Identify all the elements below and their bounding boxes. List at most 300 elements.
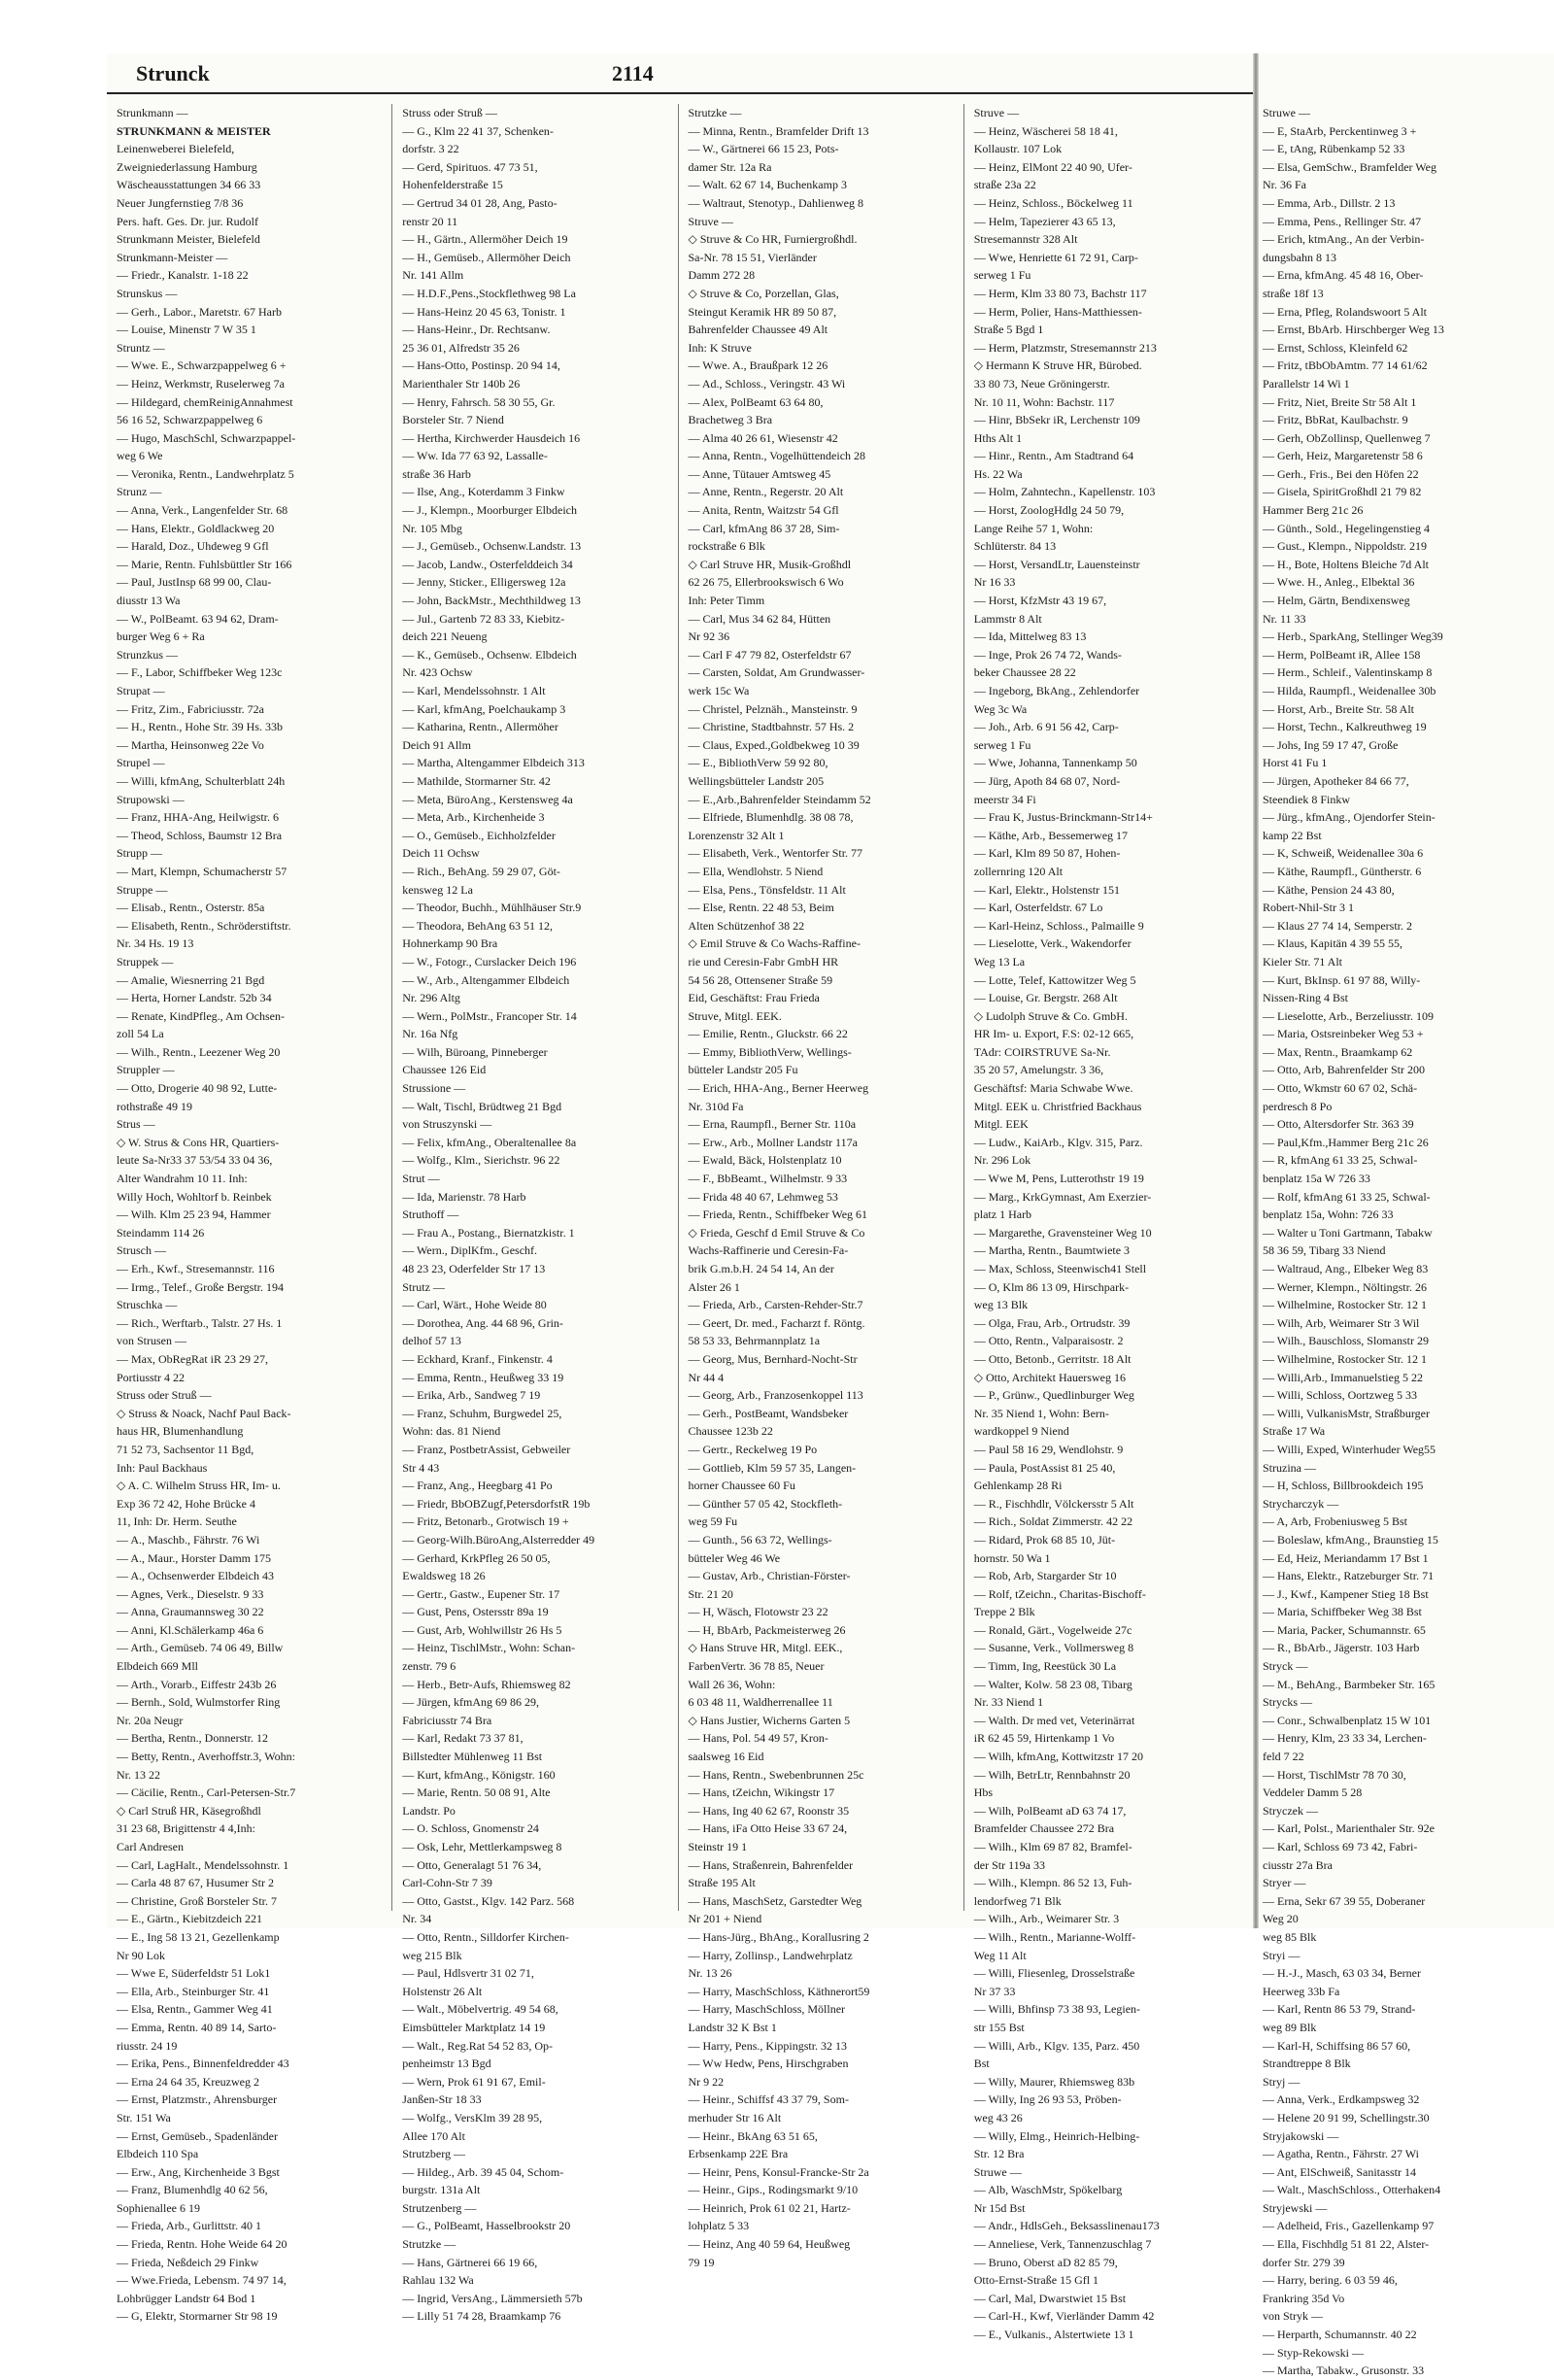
directory-entry: — Anna, Graumannsweg 30 22 <box>117 1605 264 1619</box>
directory-entry: — Holm, Zahntechn., Kapellenstr. 103 <box>973 485 1156 499</box>
directory-entry: — Elsa, Pens., Tönsfeldstr. 11 Alt <box>688 882 846 897</box>
directory-entry: Lohbrügger Landstr 64 Bod 1 <box>117 2291 256 2305</box>
directory-entry: Strupat — <box>117 684 165 697</box>
directory-entry: — Harry, MaschSchloss, Möllner <box>688 2002 846 2017</box>
directory-entry: — H.D.F.,Pens.,Stockflethweg 98 La <box>402 286 576 300</box>
directory-entry: Str. 151 Wa <box>117 2110 171 2125</box>
directory-entry: Neuer Jungfernstieg 7/8 36 <box>117 195 244 210</box>
directory-entry: Strunkmann — <box>117 106 188 119</box>
directory-entry: Ewaldsweg 18 26 <box>402 1569 486 1583</box>
directory-entry: — Wilh. Klm 25 23 94, Hammer <box>117 1207 271 1222</box>
directory-entry: — Emma, Rentn., Heußweg 33 19 <box>402 1370 564 1384</box>
directory-entry: 31 23 68, Brigittenstr 4 4,Inh: <box>117 1821 255 1836</box>
directory-entry: — Gertrud 34 01 28, Ang, Pasto- <box>402 195 557 210</box>
directory-entry: — W., Gärtnerei 66 15 23, Pots- <box>688 142 839 156</box>
directory-entry: brik G.m.b.H. 24 54 14, An der <box>688 1262 834 1275</box>
directory-entry: — Theodor, Buchh., Mühlhäuser Str.9 <box>402 901 582 915</box>
directory-entry: — Ed, Heiz, Meriandamm 17 Bst 1 <box>1263 1550 1429 1565</box>
directory-entry: — Carl, Wärt., Hohe Weide 80 <box>402 1298 547 1312</box>
directory-entry: Strunkmann-Meister — <box>117 250 228 264</box>
directory-entry: Kieler Str. 71 Alt <box>1263 954 1342 969</box>
directory-entry: Struss oder Struß — <box>402 106 497 119</box>
directory-entry: — Georg, Arb., Franzosenkoppel 113 <box>688 1388 863 1403</box>
directory-entry: — Ernst, Platzmstr., Ahrensburger <box>117 2092 278 2107</box>
directory-entry: — Elisabeth, Verk., Wentorfer Str. 77 <box>688 846 863 861</box>
directory-entry: — Helm, Tapezierer 43 65 13, <box>973 214 1116 228</box>
directory-entry: — Jacob, Landw., Osterfelddeich 34 <box>402 557 573 571</box>
directory-entry: Weg 13 La <box>973 954 1026 969</box>
directory-entry: — H, BbArb, Packmeisterweg 26 <box>688 1622 846 1637</box>
directory-entry: Landstr 32 K Bst 1 <box>688 2020 777 2034</box>
directory-entry: — P., Grünw., Quedlinburger Weg <box>973 1388 1134 1403</box>
directory-entry: — Hans, Elektr., Ratzeburger Str. 71 <box>1263 1569 1435 1583</box>
directory-entry: — Ella, Arb., Steinburger Str. 41 <box>117 1984 270 1998</box>
directory-entry: Nr. 36 Fa <box>1263 178 1306 192</box>
directory-entry: kamp 22 Bst <box>1263 828 1322 842</box>
directory-entry: Stresemannstr 328 Alt <box>973 232 1078 247</box>
directory-entry: — Agatha, Rentn., Fährstr. 27 Wi <box>1263 2147 1419 2161</box>
directory-entry: — Gustav, Arb., Christian-Förster- <box>688 1569 851 1583</box>
directory-entry: Sa-Nr. 78 15 51, Vierländer <box>688 250 817 264</box>
directory-entry: — Ronald, Gärt., Vogelweide 27c <box>973 1622 1132 1637</box>
directory-entry: — Eckhard, Kranf., Finkenstr. 4 <box>402 1351 553 1366</box>
directory-entry: Struve — <box>973 106 1020 119</box>
directory-entry: ◇ A. C. Wilhelm Struss HR, Im- u. <box>117 1479 281 1493</box>
directory-entry: Allee 170 Alt <box>402 2128 465 2143</box>
directory-entry: Mitgl. EEK <box>973 1117 1029 1132</box>
directory-entry: Damm 272 28 <box>688 268 756 283</box>
directory-entry: — Otto, Rentn., Silldorfer Kirchen- <box>402 1929 569 1944</box>
directory-entry: von Struszynski — <box>402 1117 492 1132</box>
directory-entry: — Claus, Exped.,Goldbekweg 10 39 <box>688 737 860 752</box>
directory-entry: — Maria, Schiffbeker Weg 38 Bst <box>1263 1605 1422 1619</box>
directory-entry: weg 59 Fu <box>688 1514 738 1529</box>
directory-entry: — Karl, Elektr., Holstenstr 151 <box>973 882 1121 897</box>
directory-entry: — Harald, Doz., Uhdeweg 9 Gfl <box>117 539 269 554</box>
directory-entry: 58 36 59, Tibarg 33 Niend <box>1263 1243 1386 1258</box>
directory-entry: Hammer Berg 21c 26 <box>1263 503 1364 518</box>
directory-entry: Bramfelder Chaussee 272 Bra <box>973 1821 1115 1836</box>
directory-entry: — A., Ochsenwerder Elbdeich 43 <box>117 1569 274 1583</box>
directory-entry: Wäscheausstattungen 34 66 33 <box>117 178 261 192</box>
directory-entry: — Mart, Klempn, Schumacherstr 57 <box>117 864 287 878</box>
directory-entry: merhuder Str 16 Alt <box>688 2110 782 2125</box>
directory-entry: — Georg-Wilh.BüroAng,Alsterredder 49 <box>402 1532 595 1547</box>
directory-entry: Willy Hoch, Wohltorf b. Reinbek <box>117 1189 272 1204</box>
directory-entry: serweg 1 Fu <box>973 737 1031 752</box>
directory-entry: — K, Schweiß, Weidenallee 30a 6 <box>1263 846 1424 861</box>
directory-entry: — Wern, Prok 61 91 67, Emil- <box>402 2074 546 2089</box>
directory-entry: 25 36 01, Alfredstr 35 26 <box>402 340 520 355</box>
directory-entry: ◇ Emil Struve & Co Wachs-Raffine- <box>688 936 861 951</box>
directory-entry: — Gunth., 56 63 72, Wellings- <box>688 1532 832 1547</box>
directory-entry: burgstr. 131a Alt <box>402 2183 481 2197</box>
directory-entry: — Anne, Tütauer Amtsweg 45 <box>688 466 831 481</box>
directory-entry: Marienthaler Str 140b 26 <box>402 376 521 391</box>
directory-entry: — Karl, Redakt 73 37 81, <box>402 1731 524 1746</box>
directory-entry: Str. 21 20 <box>688 1586 733 1601</box>
directory-entry: — Max, Schloss, Steenwisch41 Stell <box>973 1262 1147 1275</box>
directory-entry: Chaussee 126 Eid <box>402 1063 487 1077</box>
directory-entry: — Emma, Rentn. 40 89 14, Sarto- <box>117 2020 277 2034</box>
directory-entry: — Hans, Elektr., Goldlackweg 20 <box>117 521 275 535</box>
directory-entry: — Theodora, BehAng 63 51 12, <box>402 918 554 933</box>
directory-entry: — Hinr., Rentn., Am Stadtrand 64 <box>973 449 1134 463</box>
directory-entry: Eid, Geschäftst: Frau Frieda <box>688 991 820 1005</box>
directory-entry: Carl-Cohn-Str 7 39 <box>402 1876 492 1890</box>
directory-entry: — Wilh., Bauschloss, Slomanstr 29 <box>1263 1334 1429 1348</box>
directory-entry: — Karl-Heinz, Schloss., Palmaille 9 <box>973 918 1144 933</box>
directory-entry: — Hans, Straßenrein, Bahrenfelder <box>688 1857 854 1872</box>
directory-entry: str 155 Bst <box>973 2020 1025 2034</box>
directory-entry: — Ella, Fischhdlg 51 81 22, Alster- <box>1263 2237 1430 2252</box>
directory-entry: — Herb., SparkAng, Stellinger Weg39 <box>1263 629 1443 644</box>
directory-entry: — Geert, Dr. med., Facharzt f. Röntg. <box>688 1315 865 1330</box>
directory-entry: — Ingeborg, BkAng., Zehlendorfer <box>973 684 1140 697</box>
directory-entry: Nr. 310d Fa <box>688 1099 744 1113</box>
directory-entry: — Hans, Rentn., Swebenbrunnen 25c <box>688 1767 864 1782</box>
directory-entry: Nr. 296 Lok <box>973 1153 1031 1168</box>
directory-entry: — Willi, Exped, Winterhuder Weg55 <box>1263 1442 1436 1456</box>
directory-entry: Stryjakowski — <box>1263 2128 1339 2143</box>
directory-entry: Steindamm 114 26 <box>117 1225 205 1240</box>
directory-entry: — Christine, Stadtbahnstr. 57 Hs. 2 <box>688 720 855 734</box>
directory-entry: dungsbahn 8 13 <box>1263 250 1336 264</box>
directory-entry: iR 62 45 59, Hirtenkamp 1 Vo <box>973 1731 1115 1746</box>
page-header <box>107 53 1253 94</box>
directory-entry: — Christel, Pelznäh., Mansteinstr. 9 <box>688 701 858 716</box>
directory-entry: Erbsenkamp 22E Bra <box>688 2147 789 2161</box>
directory-entry: — Carl, kfmAng 86 37 28, Sim- <box>688 521 840 535</box>
directory-entry: Holstenstr 26 Alt <box>402 1984 483 1998</box>
directory-entry: — Horst, ZoologHdlg 24 50 79, <box>973 503 1125 518</box>
directory-entry: beker Chaussee 28 22 <box>973 665 1076 680</box>
directory-entry: Stryj — <box>1263 2074 1301 2089</box>
directory-entry: — Martha, Altengammer Elbdeich 313 <box>402 756 585 770</box>
directory-entry: — Hans-Jürg., BhAng., Korallusring 2 <box>688 1929 869 1944</box>
directory-entry: — Hans-Heinz 20 45 63, Tonistr. 1 <box>402 304 566 319</box>
directory-entry: — Erika, Arb., Sandweg 7 19 <box>402 1388 541 1403</box>
directory-entry: Borsteler Str. 7 Niend <box>402 413 504 427</box>
directory-entry: — Bertha, Rentn., Donnerstr. 12 <box>117 1731 268 1746</box>
directory-entry: Frankring 35d Vo <box>1263 2291 1345 2305</box>
directory-entry: 62 26 75, Ellerbrookswisch 6 Wo <box>688 575 844 590</box>
directory-entry: — Horst, Techn., Kalkreuthweg 19 <box>1263 720 1427 734</box>
directory-entry: Str 4 43 <box>402 1460 440 1475</box>
directory-entry: — E.,Arb.,Bahrenfelder Steindamm 52 <box>688 792 871 806</box>
directory-entry: Strus — <box>117 1117 155 1132</box>
directory-entry: weg 13 Blk <box>973 1298 1029 1312</box>
directory-entry: — Frieda, Arb., Gurlittstr. 40 1 <box>117 2219 261 2233</box>
directory-entry: straße 18f 13 <box>1263 286 1324 300</box>
directory-entry: — Emmy, BibliothVerw, Wellings- <box>688 1044 852 1059</box>
directory-entry: — Willy, Maurer, Rhiemsweg 83b <box>973 2074 1135 2089</box>
directory-entry: — Theod, Schloss, Baumstr 12 Bra <box>117 828 283 842</box>
directory-entry: — H., Gärtn., Allermöher Deich 19 <box>402 232 568 247</box>
directory-entry: Hohenfelderstraße 15 <box>402 178 503 192</box>
directory-entry: — Wwe. A., Braußpark 12 26 <box>688 358 828 373</box>
directory-entry: — Gisela, SpiritGroßhdl 21 79 82 <box>1263 485 1422 499</box>
directory-entry: Geschäftsf: Maria Schwabe Wwe. <box>973 1081 1133 1096</box>
directory-entry: — Wilh., Klm 69 87 82, Bramfel- <box>973 1840 1132 1853</box>
directory-entry: — Gottlieb, Klm 59 57 35, Langen- <box>688 1460 857 1475</box>
directory-entry: — Wwe M, Pens, Lutterothstr 19 19 <box>973 1172 1144 1186</box>
directory-entry: — Jürgen, Apotheker 84 66 77, <box>1263 773 1409 788</box>
directory-entry: — Kurt, kfmAng., Königstr. 160 <box>402 1767 556 1782</box>
directory-entry: delhof 57 13 <box>402 1334 461 1348</box>
directory-entry: Strunkmann Meister, Bielefeld <box>117 232 260 247</box>
directory-entry: Leinenweberei Bielefeld, <box>117 142 235 156</box>
directory-entry: — Gerhard, KrkPfleg 26 50 05, <box>402 1550 551 1565</box>
directory-entry: — J., Gemüseb., Ochsenw.Landstr. 13 <box>402 539 582 554</box>
directory-entry: Billstedter Mühlenweg 11 Bst <box>402 1750 543 1764</box>
directory-entry: — Karl, Osterfeldstr. 67 Lo <box>973 901 1103 915</box>
directory-entry: — Otto, Gastst., Klgv. 142 Parz. 568 <box>402 1893 575 1908</box>
directory-entry: — Kurt, BkInsp. 61 97 88, Willy- <box>1263 972 1421 987</box>
directory-entry: — Ida, Mittelweg 83 13 <box>973 629 1087 644</box>
directory-entry: bütteler Weg 46 We <box>688 1550 781 1565</box>
directory-entry: — G., PolBeamt, Hasselbrookstr 20 <box>402 2219 571 2233</box>
directory-entry: Lorenzenstr 32 Alt 1 <box>688 828 785 842</box>
directory-entry: — Klaus, Kapitän 4 39 55 55, <box>1263 936 1402 951</box>
directory-entry: 58 53 33, Behrmannplatz 1a <box>688 1334 821 1348</box>
directory-entry: — Wilhelmine, Rostocker Str. 12 1 <box>1263 1298 1427 1312</box>
directory-entry: Strycks — <box>1263 1695 1312 1710</box>
directory-entry: — R., BbArb., Jägerstr. 103 Harb <box>1263 1641 1420 1655</box>
directory-entry: benplatz 15a W 726 33 <box>1263 1172 1370 1186</box>
directory-entry: serweg 1 Fu <box>973 268 1031 283</box>
directory-entry: — Ernst, Schloss, Kleinfeld 62 <box>1263 340 1408 355</box>
directory-entry: — Wilh, BetrLtr, Rennbahnstr 20 <box>973 1767 1131 1782</box>
directory-entry: — Käthe, Raumpfl., Güntherstr. 6 <box>1263 864 1422 878</box>
directory-entry: Struthoff — <box>402 1207 459 1222</box>
directory-entry: Nissen-Ring 4 Bst <box>1263 991 1349 1005</box>
directory-entry: — Horst, TischlMstr 78 70 30, <box>1263 1767 1406 1782</box>
directory-entry: — Gerh., Labor., Maretstr. 67 Harb <box>117 304 282 319</box>
directory-entry: Struppek — <box>117 954 174 969</box>
directory-entry: — H., Bote, Holtens Bleiche 7d Alt <box>1263 557 1429 571</box>
directory-column-2 <box>402 104 678 2324</box>
directory-entry: — Arth., Vorarb., Eiffestr 243b 26 <box>117 1677 277 1691</box>
directory-entry: Nr. 34 Hs. 19 13 <box>117 936 194 951</box>
directory-entry: — Otto, Betonb., Gerritstr. 18 Alt <box>973 1351 1132 1366</box>
directory-entry: Wall 26 36, Wohn: <box>688 1677 776 1691</box>
directory-entry: — Alma 40 26 61, Wiesenstr 42 <box>688 430 838 445</box>
directory-entry: — Minna, Rentn., Bramfelder Drift 13 <box>688 123 869 138</box>
directory-entry: — Joh., Arb. 6 91 56 42, Carp- <box>973 720 1119 734</box>
directory-entry: Struwe — <box>1263 106 1310 119</box>
directory-entry: — Erika, Pens., Binnenfeldredder 43 <box>117 2057 289 2071</box>
directory-entry: — Hans, MaschSetz, Garstedter Weg <box>688 1893 862 1908</box>
directory-entry: — Herta, Horner Landstr. 52b 34 <box>117 991 272 1005</box>
directory-entry: — Hans, Pol. 54 49 57, Kron- <box>688 1731 828 1746</box>
directory-entry: — Friedr, BbOBZugf,PetersdorfstR 19b <box>402 1496 591 1511</box>
directory-entry: Janßen-Str 18 33 <box>402 2092 482 2107</box>
directory-entry: 48 23 23, Oderfelder Str 17 13 <box>402 1262 546 1275</box>
directory-entry: — K., Gemüseb., Ochsenw. Elbdeich <box>402 647 577 662</box>
directory-entry: Pers. haft. Ges. Dr. jur. Rudolf <box>117 214 258 228</box>
directory-entry: zollernring 120 Alt <box>973 864 1064 878</box>
directory-entry: — O, Klm 86 13 09, Hirschpark- <box>973 1279 1130 1294</box>
directory-entry: 6 03 48 11, Waldherrenallee 11 <box>688 1695 833 1710</box>
directory-entry: — Werner, Klempn., Nöltingstr. 26 <box>1263 1279 1427 1294</box>
directory-entry: — Fritz, Betonarb., Grotwisch 19 + <box>402 1514 569 1529</box>
directory-entry: — Marg., KrkGymnast, Am Exerzier- <box>973 1189 1152 1204</box>
directory-entry: — Wwe, Johanna, Tannenkamp 50 <box>973 756 1137 770</box>
directory-entry: — Karl, Rentn 86 53 79, Strand- <box>1263 2002 1416 2017</box>
directory-entry: — Mathilde, Stormarner Str. 42 <box>402 773 551 788</box>
directory-entry: — Carl, LagHalt., Mendelssohnstr. 1 <box>117 1857 289 1872</box>
directory-entry: — Anna, Rentn., Vogelhüttendeich 28 <box>688 449 866 463</box>
directory-entry: weg 43 26 <box>973 2110 1023 2125</box>
directory-entry: feld 7 22 <box>1263 1750 1304 1764</box>
directory-entry: — Erich, HHA-Ang., Berner Heerweg <box>688 1081 869 1096</box>
directory-entry: Nr 92 36 <box>688 629 730 644</box>
directory-entry: — Hans, tZeichn, Wikingstr 17 <box>688 1785 835 1800</box>
directory-entry: — Walt., Reg.Rat 54 52 83, Op- <box>402 2038 554 2053</box>
directory-entry: — E, StaArb, Perckentinweg 3 + <box>1263 123 1417 138</box>
directory-entry: — Karl, Polst., Marienthaler Str. 92e <box>1263 1821 1435 1836</box>
directory-entry: — Waltraut, Stenotyp., Dahlienweg 8 <box>688 195 863 210</box>
directory-entry: — Adelheid, Fris., Gazellenkamp 97 <box>1263 2219 1435 2233</box>
directory-column-4 <box>973 104 1249 2342</box>
directory-entry: Strutz — <box>402 1279 445 1294</box>
directory-entry: — H, Schloss, Billbrookdeich 195 <box>1263 1479 1424 1493</box>
directory-entry: — Herm, Platzmstr, Stresemannstr 213 <box>973 340 1157 355</box>
directory-entry: bütteler Landstr 205 Fu <box>688 1063 798 1077</box>
directory-entry: 33 80 73, Neue Gröningerstr. <box>973 376 1110 391</box>
directory-entry: perdresch 8 Po <box>1263 1099 1333 1113</box>
directory-entry: — Klaus 27 74 14, Semperstr. 2 <box>1263 918 1412 933</box>
directory-entry: — Herm, Polier, Hans-Matthiessen- <box>973 304 1142 319</box>
directory-entry: — G, Elektr, Stormarner Str 98 19 <box>117 2309 278 2324</box>
directory-entry: — Paul, JustInsp 68 99 00, Clau- <box>117 575 272 590</box>
directory-entry: — Hertha, Kirchwerder Hausdeich 16 <box>402 430 581 445</box>
directory-entry: — Willy, Ing 26 93 53, Pröben- <box>973 2092 1122 2107</box>
directory-entry: — Harry, MaschSchloss, Käthnerort59 <box>688 1984 870 1998</box>
directory-entry: — Harry, bering. 6 03 59 46, <box>1263 2273 1398 2288</box>
directory-entry: — Carsten, Soldat, Am Grundwasser- <box>688 665 865 680</box>
directory-entry: Hs. 22 Wa <box>973 466 1023 481</box>
directory-entry: — Willi, Fliesenleg, Drosselstraße <box>973 1966 1135 1981</box>
directory-entry: — Wwe. H., Anleg., Elbektal 36 <box>1263 575 1415 590</box>
directory-entry: — E., Gärtn., Kiebitzdeich 221 <box>117 1912 262 1926</box>
directory-entry: — Jürg, Apoth 84 68 07, Nord- <box>973 773 1121 788</box>
page-running-head: Strunck <box>136 61 210 85</box>
directory-entry: Chaussee 123b 22 <box>688 1424 773 1439</box>
directory-entry: — Wilh, kfmAng, Kottwitzstr 17 20 <box>973 1750 1144 1764</box>
directory-entry: — Erw., Ang, Kirchenheide 3 Bgst <box>117 2164 280 2179</box>
directory-entry: — Willi, kfmAng, Schulterblatt 24h <box>117 773 286 788</box>
directory-entry: — Osk, Lehr, Mettlerkampsweg 8 <box>402 1840 562 1853</box>
directory-entry: — Heinr., Schiffsf 43 37 79, Som- <box>688 2092 849 2107</box>
directory-entry: Nr 15d Bst <box>973 2200 1026 2215</box>
directory-entry: Stryczek — <box>1263 1803 1318 1818</box>
directory-entry: — Wwe.Frieda, Lebensm. 74 97 14, <box>117 2273 287 2288</box>
directory-entry: — Frieda, Neßdeich 29 Finkw <box>117 2255 259 2269</box>
directory-entry: — Hans, iFa Otto Heise 33 67 24, <box>688 1821 848 1836</box>
directory-entry: Fabriciusstr 74 Bra <box>402 1713 492 1727</box>
directory-entry: — Wolfg., VersKlm 39 28 95, <box>402 2110 543 2125</box>
directory-entry: Struss oder Struß — <box>117 1388 212 1403</box>
directory-entry: — Heinr., Gips., Rodingsmarkt 9/10 <box>688 2183 859 2197</box>
directory-entry: ◇ Ludolph Struve & Co. GmbH. <box>973 1008 1128 1023</box>
directory-entry: — Boleslaw, kfmAng., Braunstieg 15 <box>1263 1532 1438 1547</box>
directory-entry: ◇ Hans Struve HR, Mitgl. EEK., <box>688 1641 843 1655</box>
directory-entry: Bahrenfelder Chaussee 49 Alt <box>688 323 828 337</box>
directory-entry: — Elisab., Rentn., Osterstr. 85a <box>117 901 265 915</box>
directory-entry: — E., BibliothVerw 59 92 80, <box>688 756 828 770</box>
directory-entry: — Louise, Minenstr 7 W 35 1 <box>117 323 256 337</box>
directory-entry: — E, tAng, Rübenkamp 52 33 <box>1263 142 1405 156</box>
directory-entry: lohplatz 5 33 <box>688 2219 750 2233</box>
directory-entry: ◇ Frieda, Geschf d Emil Struve & Co <box>688 1225 865 1240</box>
directory-entry: — Wilh., Rentn., Marianne-Wolff- <box>973 1929 1136 1944</box>
directory-entry: — Herm, Klm 33 80 73, Bachstr 117 <box>973 286 1147 300</box>
directory-entry: — Elisabeth, Rentn., Schröderstiftstr. <box>117 918 291 933</box>
directory-entry: — Heinrich, Prok 61 02 21, Hartz- <box>688 2200 851 2215</box>
directory-entry: — M., BehAng., Barmbeker Str. 165 <box>1263 1677 1436 1691</box>
directory-entry: Straße 17 Wa <box>1263 1424 1326 1439</box>
directory-entry: — Anna, Verk., Langenfelder Str. 68 <box>117 503 288 518</box>
directory-entry: Gehlenkamp 28 Ri <box>973 1479 1063 1493</box>
directory-entry: — Horst, KfzMstr 43 19 67, <box>973 594 1107 608</box>
directory-entry: — Lotte, Telef, Kattowitzer Weg 5 <box>973 972 1136 987</box>
directory-entry: — Martha, Tabakw., Grusonstr. 33 <box>1263 2363 1425 2378</box>
directory-entry: — Waltraud, Ang., Elbeker Weg 83 <box>1263 1262 1429 1275</box>
directory-entry: — Horst, Arb., Breite Str. 58 Alt <box>1263 701 1414 716</box>
directory-entry: — Georg, Mus, Bernhard-Nocht-Str <box>688 1351 858 1366</box>
directory-entry: Strunzkus — <box>117 647 178 662</box>
directory-entry: — Max, ObRegRat iR 23 29 27, <box>117 1351 268 1366</box>
directory-entry: — Carl, Mal, Dwarstwiet 15 Bst <box>973 2291 1127 2305</box>
directory-entry: — R., Fischhdlr, Völckersstr 5 Alt <box>973 1496 1134 1511</box>
directory-entry: Nr 9 22 <box>688 2074 725 2089</box>
directory-entry: — Carl-H., Kwf, Vierländer Damm 42 <box>973 2309 1155 2324</box>
directory-entry: weg 6 We <box>117 449 163 463</box>
directory-entry: — Ludw., KaiArb., Klgv. 315, Parz. <box>973 1135 1143 1149</box>
directory-entry: — Martha, Heinsonweg 22e Vo <box>117 737 264 752</box>
directory-entry: — Bernh., Sold, Wulmstorfer Ring <box>117 1695 281 1710</box>
directory-entry: Nr. 35 Niend 1, Wohn: Bern- <box>973 1406 1109 1420</box>
directory-entry: — Carl, Mus 34 62 84, Hütten <box>688 611 831 626</box>
directory-entry: straße 23a 22 <box>973 178 1036 192</box>
directory-entry: — Hildeg., Arb. 39 45 04, Schom- <box>402 2164 564 2179</box>
directory-entry: Nr 201 + Niend <box>688 1912 762 1926</box>
directory-entry: — Gerh., PostBeamt, Wandsbeker <box>688 1406 849 1420</box>
directory-entry: — Henry, Fahrsch. 58 30 55, Gr. <box>402 394 556 409</box>
directory-entry: Lange Reihe 57 1, Wohn: <box>973 521 1094 535</box>
directory-entry: — Ella, Wendlohstr. 5 Niend <box>688 864 824 878</box>
directory-entry: Elbdeich 110 Spa <box>117 2147 199 2161</box>
directory-entry: — Irmg., Telef., Große Bergstr. 194 <box>117 1279 285 1294</box>
directory-entry: Stryck — <box>1263 1659 1308 1674</box>
directory-entry: — Elsa, Rentn., Gammer Weg 41 <box>117 2002 273 2017</box>
page-number: 2114 <box>612 61 654 85</box>
directory-entry: Inh: Peter Timm <box>688 594 765 608</box>
directory-entry: — Herb., Betr-Aufs, Rhiemsweg 82 <box>402 1677 571 1691</box>
directory-entry: weg 89 Blk <box>1263 2020 1317 2034</box>
directory-entry: Zweigniederlassung Hamburg <box>117 159 257 174</box>
directory-entry: — Anita, Rentn, Waitzstr 54 Gfl <box>688 503 839 518</box>
directory-entry: — Karl, kfmAng, Poelchaukamp 3 <box>402 701 566 716</box>
directory-entry: — Willi, Arb., Klgv. 135, Parz. 450 <box>973 2038 1140 2053</box>
directory-entry: — Harry, Pens., Kippingstr. 32 13 <box>688 2038 848 2053</box>
directory-entry: — Willi, VulkanisMstr, Straßburger <box>1263 1406 1430 1420</box>
directory-entry: — Marie, Rentn. 50 08 91, Alte <box>402 1785 551 1800</box>
directory-entry: — A, Arb, Frobeniusweg 5 Bst <box>1263 1514 1408 1529</box>
directory-entry: Nr. 105 Mbg <box>402 521 462 535</box>
